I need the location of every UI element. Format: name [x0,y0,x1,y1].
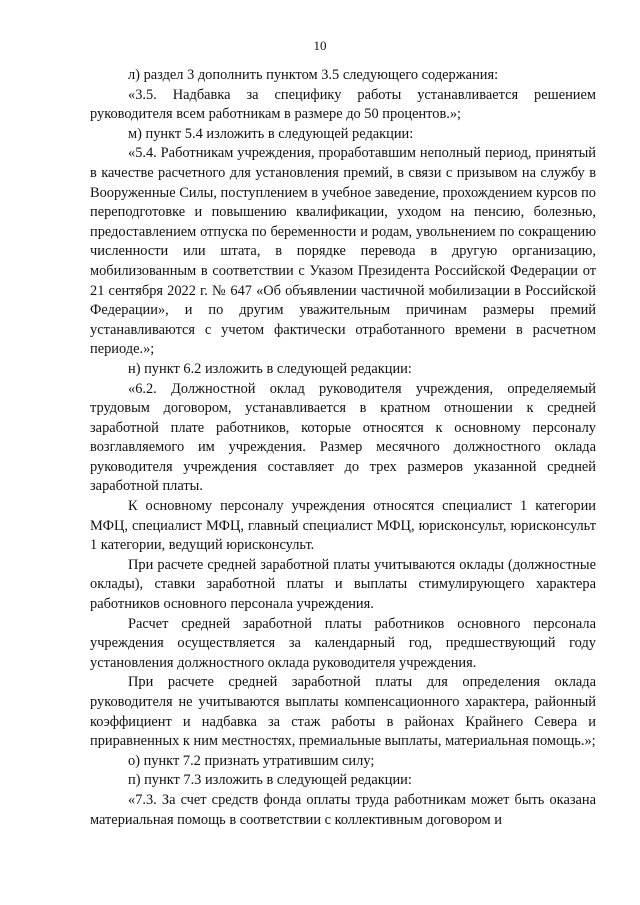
paragraph-o: о) пункт 7.2 признать утратившим силу; [128,752,375,769]
paragraph-exclusions: При расчете средней заработной платы для определения оклада руководителя не учитываются выплаты компенсационного характера, районный коэффициент и надбавка за стаж работы в районах Крайнего Севера и приравненных к ним местностях, премиальные выплаты, материальная помощь.»; [90,674,596,750]
paragraph-p: п) пункт 7.3 изложить в следующей редакции: [128,772,412,789]
paragraph-main-staff: К основному персоналу учреждения относятся специалист 1 категории МФЦ, специалист МФЦ, главный специалист МФЦ, юрисконсульт, юрисконсульт 1 категории, ведущий юрисконсульт. [90,498,596,554]
paragraph-5-4: «5.4. Работникам учреждения, проработавшим неполный период, принятый в качестве расчетного для установления премий, в связи с призывом на службу в Вооруженные Силы, поступлением в учебное заведение, прохождением курсов по переподготовке и повышению квалификации, уходом на пенсию, болезнью, предоставлением отпуска по беременности и родам, увольнением по сокращению численности или штата, в порядке перевода в другую организацию, мобилизованным в соответствии с Указом Президента Российской Федерации от 21 сентября 2022 г. № 647 «Об объявлении частичной мобилизации в Российской Федерации», и по другим уважительным причинам размеры премий устанавливаются с учетом фактически отработанного времени в расчетном периоде.»; [90,145,596,358]
page-number: 10 [313,38,327,53]
paragraph-calc-period: Расчет средней заработной платы работников основного персонала учреждения осуществляется за календарный год, предшествующий году установления должностного оклада руководителя учреждения. [90,615,596,671]
document-body [90,66,596,830]
paragraph-n: н) пункт 6.2 изложить в следующей редакции: [128,360,412,377]
paragraph-salary-calc: При расчете средней заработной платы учитываются оклады (должностные оклады), ставки заработной платы и выплаты стимулирующего характера работников основного персонала учреждения. [90,556,596,613]
paragraph-3-5: «3.5. Надбавка за специфику работы устанавливается решением руководителя всем работникам в размере до 50 процентов.»; [90,86,596,123]
paragraph-m: м) пункт 5.4 изложить в следующей редакции: [128,125,414,142]
paragraph-6-2: «6.2. Должностной оклад руководителя учреждения, определяемый трудовым договором, устанавливается в кратном отношении к средней заработной плате работников, которые относятся к основному персоналу возглавляемого им учреждения. Размер месячного должностного оклада руководителя учреждения составляет до трех размеров указанной средней заработной платы. [90,380,596,495]
paragraph-l: л) раздел 3 дополнить пунктом 3.5 следующего содержания: [128,67,499,83]
paragraph-7-3: «7.3. За счет средств фонда оплаты труда работникам может быть оказана материальная помощь в соответствии с коллективным договором и [90,791,596,828]
